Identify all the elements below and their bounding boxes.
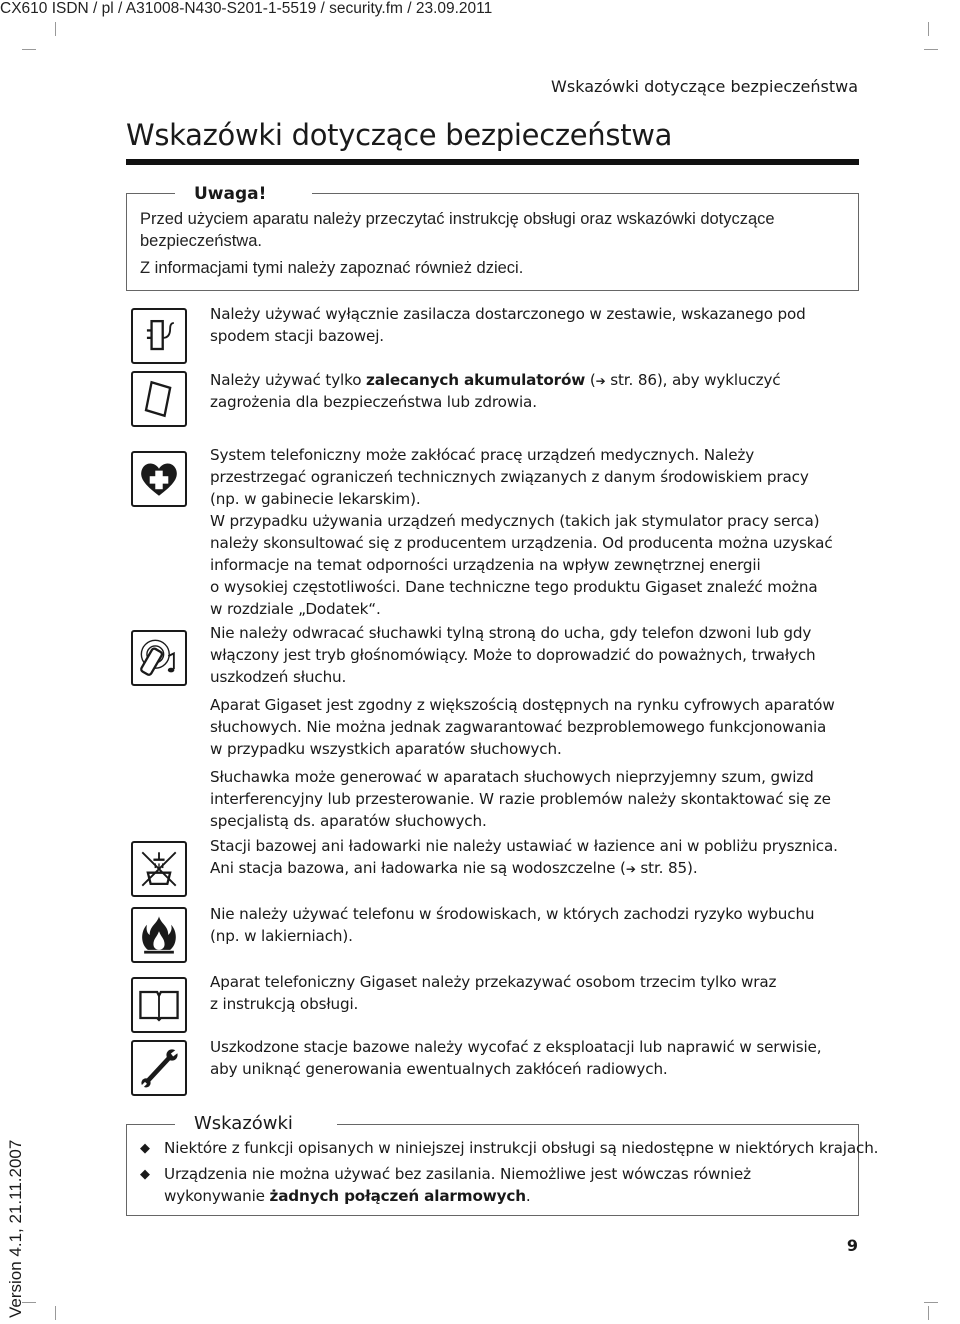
power-text-line: Należy używać wyłącznie zasilacza dostarczonego w zestawie, wskazanego pod: [210, 305, 806, 323]
arrow-icon: ➔: [595, 374, 606, 388]
note-item: wykonywanie żadnych połączeń alarmowych.: [164, 1187, 531, 1205]
medical-text-line: W przypadku używania urządzeń medycznych (takich jak stymulator pracy serca): [210, 512, 820, 530]
bullet-icon: ◆: [140, 1167, 150, 1182]
medical-text-line: System telefoniczny może zakłócać pracę urządzeń medycznych. Należy: [210, 446, 755, 464]
medical-text-line: w rozdziale „Dodatek“.: [210, 600, 381, 618]
crop-mark: [928, 22, 929, 36]
warning-heading: Uwaga!: [194, 184, 267, 204]
page-title: Wskazówki dotyczące bezpieczeństwa: [126, 118, 673, 152]
explosion-text-line: Nie należy używać telefonu w środowiskach, w których zachodzi ryzyko wybuchu: [210, 905, 815, 923]
wrench-icon: [131, 1040, 187, 1096]
document-header: CX610 ISDN / pl / A31008-N430-S201-1-5519 / security.fm / 23.09.2011: [0, 0, 493, 17]
water-text-line: Ani stacja bazowa, ani ładowarka nie są wodoszczelne (➔ str. 85).: [210, 859, 698, 877]
note-item: Urządzenia nie można używać bez zasilania. Niemożliwe jest wówczas również: [164, 1165, 751, 1183]
repair-text-line: aby uniknąć generowania ewentualnych zakłóceń radiowych.: [210, 1060, 668, 1078]
hearing-aid-text-line: w przypadku wszystkich aparatów słuchowych.: [210, 740, 562, 758]
arrow-icon: ➔: [625, 862, 636, 876]
crop-mark: [928, 1306, 929, 1320]
water-text-line: Stacji bazowej ani ładowarki nie należy ustawiać w łazience ani w pobliżu prysznica.: [210, 837, 838, 855]
hearing-aid-text-line: interferencyjny lub przesterowanie. W razie problemów należy skontaktować się ze: [210, 790, 831, 808]
handset-text-line: włączony jest tryb głośnomówiący. Może to doprowadzić do poważnych, trwałych: [210, 646, 816, 664]
warning-line: Z informacjami tymi należy zapoznać również dzieci.: [140, 259, 524, 277]
title-rule: [126, 159, 859, 165]
medical-heart-icon: [131, 451, 187, 507]
flame-explosion-icon: [131, 907, 187, 963]
manual-text-line: Aparat telefoniczny Gigaset należy przekazywać osobom trzecim tylko wraz: [210, 973, 777, 991]
notes-heading: Wskazówki: [194, 1113, 293, 1134]
battery-text-line: Należy używać tylko zalecanych akumulatorów (➔ str. 86), aby wykluczyć: [210, 371, 781, 389]
warning-line: bezpieczeństwa.: [140, 232, 262, 250]
battery-text-line: zagrożenia dla bezpieczeństwa lub zdrowia.: [210, 393, 537, 411]
crop-mark: [924, 1302, 938, 1303]
handset-ringing-icon: [131, 630, 187, 686]
running-header: Wskazówki dotyczące bezpieczeństwa: [551, 77, 858, 96]
medical-text-line: o wysokiej częstotliwości. Dane techniczne tego produktu Gigaset znaleźć można: [210, 578, 818, 596]
battery-icon: [131, 371, 187, 427]
medical-text-line: przestrzegać ograniczeń technicznych związanych z danym środowiskiem pracy: [210, 468, 809, 486]
hearing-aid-text-line: słuchowych. Nie można jednak zagwarantować bezproblemowego funkcjonowania: [210, 718, 827, 736]
medical-text-line: informacje na temat odporności urządzenia na wpływ zewnętrznej energii: [210, 556, 761, 574]
hearing-aid-text-line: Aparat Gigaset jest zgodny z większością dostępnych na rynku cyfrowych aparatów: [210, 696, 835, 714]
warning-line: Przed użyciem aparatu należy przeczytać instrukcję obsługi oraz wskazówki dotyczące: [140, 210, 775, 228]
handset-text-line: uszkodzeń słuchu.: [210, 668, 347, 686]
explosion-text-line: (np. w lakierniach).: [210, 927, 353, 945]
version-label: Version 4.1, 21.11.2007: [6, 1139, 25, 1318]
medical-text-line: należy skonsultować się z producentem urządzenia. Od producenta można uzyskać: [210, 534, 833, 552]
handset-text-line: Nie należy odwracać słuchawki tylną stroną do ucha, gdy telefon dzwoni lub gdy: [210, 624, 812, 642]
medical-text-line: (np. w gabinecie lekarskim).: [210, 490, 421, 508]
open-book-icon: [131, 977, 187, 1033]
note-item: Niektóre z funkcji opisanych w niniejszej instrukcji obsługi są niedostępne w niektórych krajach.: [164, 1139, 879, 1157]
repair-text-line: Uszkodzone stacje bazowe należy wycofać z eksploatacji lub naprawić w serwisie,: [210, 1038, 822, 1056]
power-text-line: spodem stacji bazowej.: [210, 327, 384, 345]
power-adapter-icon: [131, 308, 187, 364]
crop-mark: [22, 49, 36, 50]
page-number: 9: [846, 1236, 858, 1255]
crop-mark: [55, 22, 56, 36]
hearing-aid-text-line: specjalistą ds. aparatów słuchowych.: [210, 812, 487, 830]
hearing-aid-text-line: Słuchawka może generować w aparatach słuchowych nieprzyjemny szum, gwizd: [210, 768, 814, 786]
manual-text-line: z instrukcją obsługi.: [210, 995, 359, 1013]
crop-mark: [55, 1306, 56, 1320]
crop-mark: [924, 49, 938, 50]
no-bathroom-icon: [131, 841, 187, 897]
bullet-icon: ◆: [140, 1141, 150, 1156]
